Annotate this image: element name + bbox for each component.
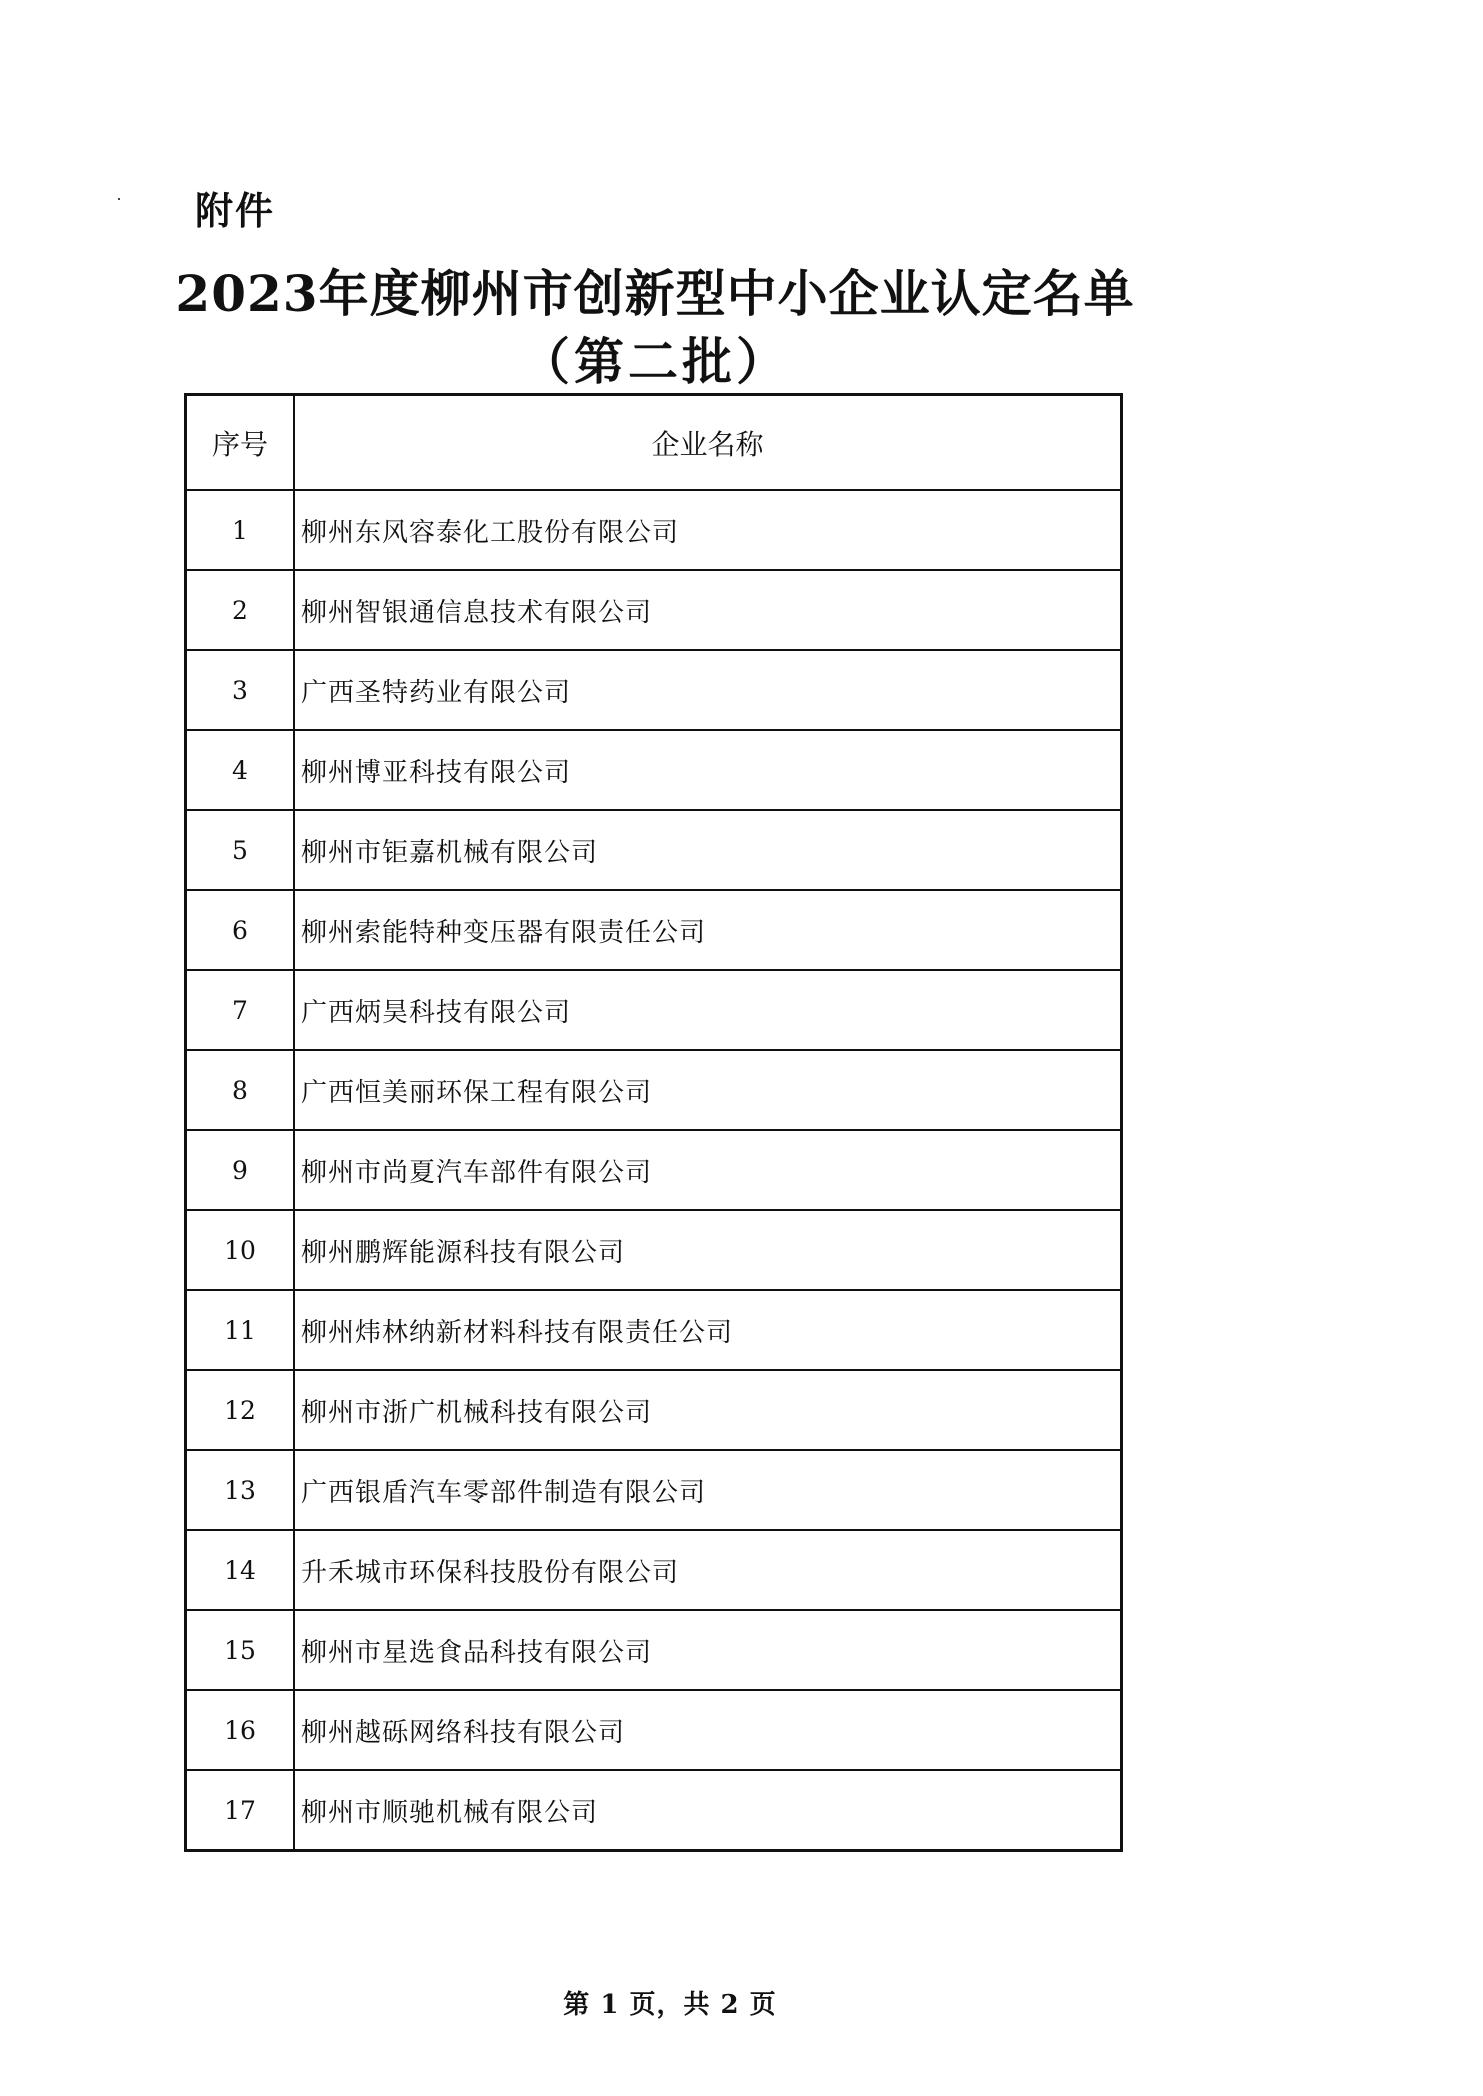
row-number: 17 xyxy=(186,1770,295,1851)
scan-speck xyxy=(118,198,120,200)
table-header-row xyxy=(186,395,1122,491)
enterprise-name: 柳州市浙广机械科技有限公司 xyxy=(294,1370,1122,1450)
enterprise-name: 柳州鹏辉能源科技有限公司 xyxy=(294,1210,1122,1290)
row-number: 12 xyxy=(186,1370,295,1450)
document-title: 2023年度柳州市创新型中小企业认定名单 xyxy=(175,264,1135,323)
row-number: 1 xyxy=(186,490,295,570)
enterprise-name: 广西恒美丽环保工程有限公司 xyxy=(294,1050,1122,1130)
enterprise-name: 广西圣特药业有限公司 xyxy=(294,650,1122,730)
table-body xyxy=(186,490,1122,1851)
row-number: 2 xyxy=(186,570,295,650)
table-row xyxy=(186,1290,1122,1370)
row-number: 3 xyxy=(186,650,295,730)
table-row xyxy=(186,1610,1122,1690)
row-number: 9 xyxy=(186,1130,295,1210)
enterprise-name: 柳州市钜嘉机械有限公司 xyxy=(294,810,1122,890)
enterprise-name: 柳州炜林纳新材料科技有限责任公司 xyxy=(294,1290,1122,1370)
table-row xyxy=(186,1450,1122,1530)
row-number: 6 xyxy=(186,890,295,970)
row-number: 16 xyxy=(186,1690,295,1770)
table-row xyxy=(186,810,1122,890)
table-row xyxy=(186,890,1122,970)
row-number: 14 xyxy=(186,1530,295,1610)
row-number: 11 xyxy=(186,1290,295,1370)
row-number: 15 xyxy=(186,1610,295,1690)
table-row xyxy=(186,1130,1122,1210)
enterprise-name: 柳州东风容泰化工股份有限公司 xyxy=(294,490,1122,570)
table-row xyxy=(186,1050,1122,1130)
enterprise-name: 柳州市尚夏汽车部件有限公司 xyxy=(294,1130,1122,1210)
row-number: 10 xyxy=(186,1210,295,1290)
enterprise-list-table xyxy=(184,393,1123,1852)
table-row xyxy=(186,570,1122,650)
table-row xyxy=(186,1210,1122,1290)
table-row xyxy=(186,1530,1122,1610)
header-enterprise-name: 企业名称 xyxy=(294,395,1122,491)
table-row xyxy=(186,490,1122,570)
attachment-label: 附件 xyxy=(195,189,276,233)
table-row xyxy=(186,1770,1122,1851)
table-row xyxy=(186,730,1122,810)
page-footer: 第 1 页，共 2 页 xyxy=(563,1990,777,2020)
enterprise-name: 广西炳昊科技有限公司 xyxy=(294,970,1122,1050)
table-row xyxy=(186,650,1122,730)
table-row xyxy=(186,1370,1122,1450)
row-number: 8 xyxy=(186,1050,295,1130)
enterprise-name: 柳州越砾网络科技有限公司 xyxy=(294,1690,1122,1770)
header-number: 序号 xyxy=(186,395,295,491)
table-row xyxy=(186,970,1122,1050)
row-number: 13 xyxy=(186,1450,295,1530)
enterprise-name: 柳州博亚科技有限公司 xyxy=(294,730,1122,810)
enterprise-name: 升禾城市环保科技股份有限公司 xyxy=(294,1530,1122,1610)
enterprise-name: 广西银盾汽车零部件制造有限公司 xyxy=(294,1450,1122,1530)
enterprise-name: 柳州市顺驰机械有限公司 xyxy=(294,1770,1122,1851)
enterprise-name: 柳州索能特种变压器有限责任公司 xyxy=(294,890,1122,970)
enterprise-name: 柳州市星选食品科技有限公司 xyxy=(294,1610,1122,1690)
table-row xyxy=(186,1690,1122,1770)
enterprise-name: 柳州智银通信息技术有限公司 xyxy=(294,570,1122,650)
row-number: 5 xyxy=(186,810,295,890)
row-number: 7 xyxy=(186,970,295,1050)
row-number: 4 xyxy=(186,730,295,810)
document-subtitle: （第二批） xyxy=(520,332,790,391)
